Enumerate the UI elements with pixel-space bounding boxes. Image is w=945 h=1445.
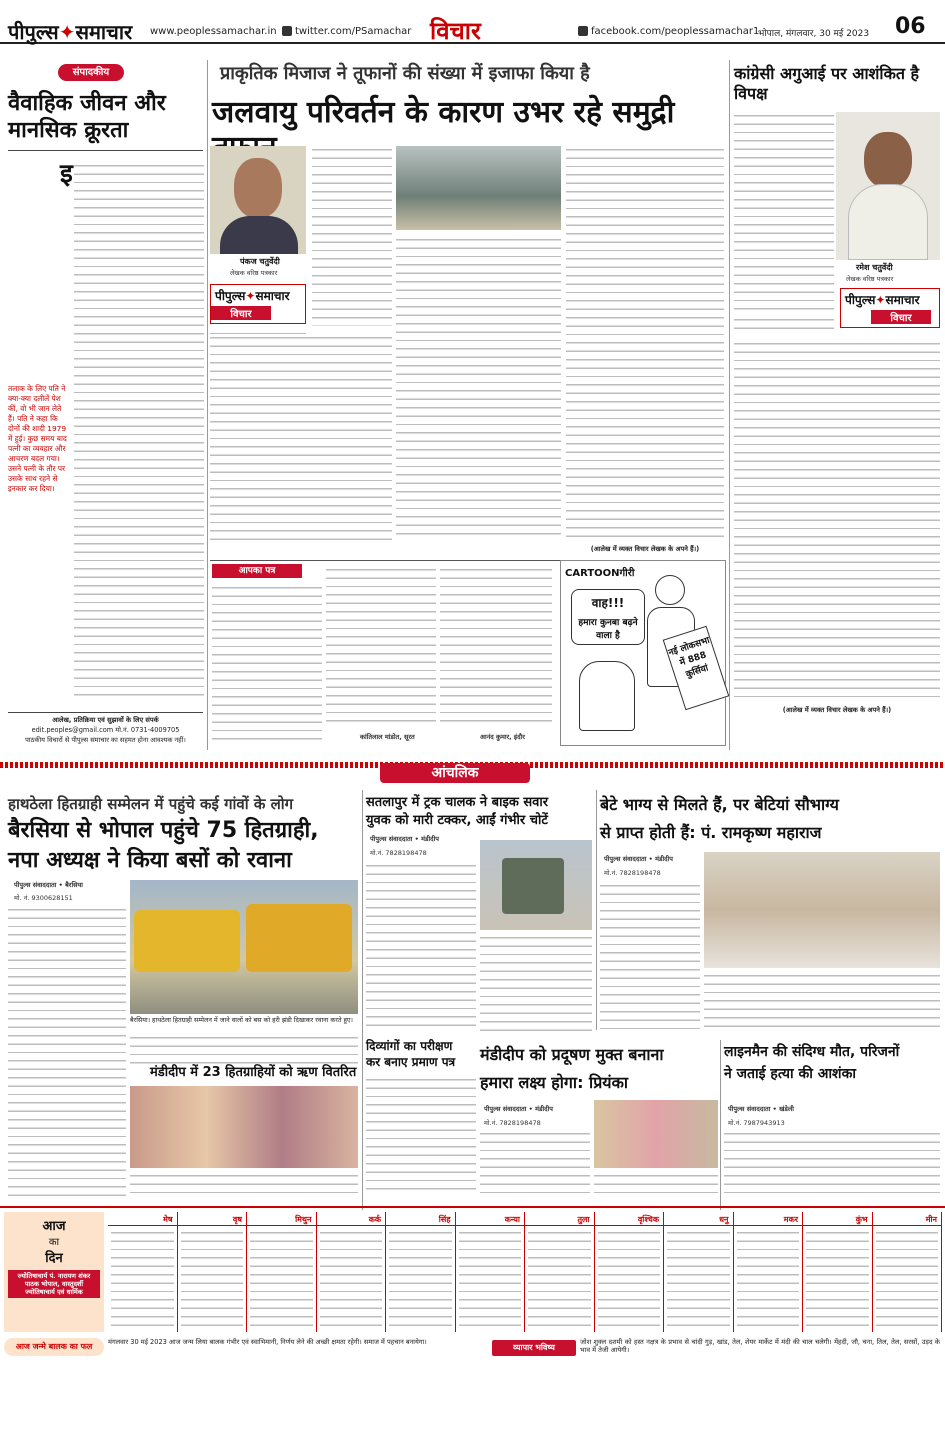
s1-kicker: हाथठेला हितग्राही सम्मेलन में पहुंचे कई गांवों के लोग bbox=[8, 795, 294, 813]
zodiac-cell bbox=[664, 1212, 734, 1332]
s2-headline-2: युवक को मारी टक्कर, आईं गंभीर चोटें bbox=[366, 813, 548, 828]
editorial-title: वैवाहिक जीवन और मानसिक क्रूरता bbox=[8, 91, 166, 143]
zodiac-text bbox=[528, 1229, 591, 1327]
s7-body bbox=[724, 1130, 940, 1196]
s5-body bbox=[366, 1076, 476, 1196]
market-title: व्यापार भविष्य bbox=[492, 1340, 576, 1356]
s3-col-1 bbox=[600, 882, 700, 1032]
s2-byline: पीपुल्स संवाददाता • मंडीदीप bbox=[370, 835, 439, 843]
newspaper-drawing: नई लोकसभा में 888 कुर्सियां bbox=[663, 626, 730, 711]
zodiac-sign-name: मकर bbox=[734, 1212, 803, 1226]
s6-body bbox=[480, 1130, 590, 1196]
editorial-body bbox=[74, 162, 204, 702]
s1-caption: बैरसिया। हाथठेला हितग्राही सम्मेलन में जाने वालों को बस को हरी झंडी दिखाकर रवाना करते हुए। bbox=[130, 1016, 353, 1024]
s2-col-2 bbox=[480, 934, 592, 1034]
s1-col-1 bbox=[8, 906, 126, 1196]
zodiac-text bbox=[598, 1229, 661, 1327]
page-number: 06 bbox=[895, 14, 926, 39]
zodiac-sign-name: कर्क bbox=[317, 1212, 386, 1226]
letters-title: आपका पत्र bbox=[212, 564, 302, 578]
right-headline: कांग्रेसी अगुआई पर आशंकित है विपक्ष bbox=[734, 64, 920, 103]
zodiac-text bbox=[250, 1229, 313, 1327]
letter-signature-2: आनंद कुमार, इंदौर bbox=[480, 733, 525, 741]
zodiac-sign-name: तुला bbox=[525, 1212, 594, 1226]
twitter-handle[interactable]: twitter.com/PSamachar bbox=[282, 26, 411, 37]
s2-mobile: मो.नं. 7828198478 bbox=[370, 849, 427, 857]
letter-signature-1: कांतिलाल मांडोत, सूरत bbox=[360, 733, 415, 741]
s3-photo bbox=[704, 852, 940, 968]
s2-photo bbox=[480, 840, 592, 930]
regional-band: आंचलिक bbox=[380, 763, 530, 783]
zodiac-text bbox=[876, 1229, 939, 1327]
zodiac-text bbox=[389, 1229, 452, 1327]
s6-headline-1: मंडीदीप को प्रदूषण मुक्त बनाना bbox=[480, 1045, 664, 1064]
brand-stamp: पीपुल्स✦समाचार विचार bbox=[210, 284, 306, 324]
letters-col-1 bbox=[212, 584, 322, 744]
editorial-footer-2[interactable]: edit.peoples@gmail.com मो.नं. 0731-4009705 bbox=[31, 726, 180, 734]
s6-photo bbox=[594, 1100, 718, 1168]
masthead bbox=[0, 0, 945, 44]
right-col-a bbox=[734, 112, 834, 312]
right-author-photo bbox=[836, 112, 940, 260]
right-author-name: रमेश चतुर्वेदी bbox=[856, 263, 893, 272]
zodiac-cell bbox=[178, 1212, 248, 1332]
section-title: विचार bbox=[430, 17, 481, 45]
main-col-1b bbox=[312, 146, 392, 326]
s7-mobile: मो.नं. 7987943913 bbox=[728, 1119, 785, 1127]
zodiac-sign-name: धनु bbox=[664, 1212, 733, 1226]
zodiac-text bbox=[667, 1229, 730, 1327]
letters-col-3 bbox=[440, 566, 552, 726]
s3-mobile: मो.नं. 7828198478 bbox=[604, 869, 661, 877]
main-col-3 bbox=[566, 146, 724, 540]
s1-headline-1: बैरसिया से भोपाल पहुंचे 75 हितग्राही, bbox=[8, 818, 319, 843]
main-col-1 bbox=[210, 334, 392, 540]
zodiac-cell bbox=[247, 1212, 317, 1332]
dateline: भोपाल, मंगलवार, 30 मई 2023 bbox=[758, 29, 870, 39]
zodiac-sign-name: सिंह bbox=[386, 1212, 455, 1226]
s4-body bbox=[130, 1172, 358, 1196]
main-end-note: (आलेख में व्यक्त विचार लेखक के अपने हैं।) bbox=[590, 545, 700, 553]
zodiac-text bbox=[459, 1229, 522, 1327]
letters-col-2 bbox=[326, 566, 436, 726]
zodiac-text bbox=[320, 1229, 383, 1327]
s4-headline: मंडीदीप में 23 हितग्राहियों को ऋण वितरित bbox=[150, 1065, 357, 1080]
site-url[interactable]: www.peoplessamachar.in bbox=[150, 26, 277, 37]
pull-quote: तलाक के लिए पति ने क्या-क्या दलीलें पेश कीं, वो भी जान लेते हैं। पति ने कहा कि दोनों की शादी 1979 में हुई। कुछ समय बाद पत्नी का व्यवहार और आचरण बदल गया। उसने पत्नी के तौर पर उसके साथ रहने से इनकार कर दिया। bbox=[8, 384, 67, 493]
author-name: पंकज चतुर्वेदी bbox=[240, 257, 280, 266]
horoscope-section: आज का दिन ज्योतिषाचार्य पं. नारायण शंकर पाठक भोपाल, वास्तुदर्शी ज्योतिषाचार्य एवं धार्मिक मेष वृष मिथुन कर्क सिंह कन्या तुला वृश्चिक धनु मकर कुंभ मीन आज जन्मे बालक का फल मंगलवार 30 मई 2023 आज जन्म लिया बालक गंभीर एवं स्वाभिमानी, निर्णय लेने की अच्छी क्षमता रहेगी। समाज में पहचान बनायेगा। व्यापार भविष्य जोश शुक्ल दशमी को हस्त नक्षत्र के प्रभाव से चांदी गुड़, खांड, तेल, शेयर मार्केट में मंदी की चाल चलेगी। मेंहदी, जौ, चना, तिल, तेल, सरसों, उड़द के भाव में तेजी आयेगी। bbox=[0, 1206, 945, 1445]
s5-headline-1: दिव्यांगों का परीक्षण bbox=[366, 1039, 453, 1053]
s6-headline-2: हमारा लक्ष्य होगा: प्रियंका bbox=[480, 1073, 629, 1092]
s7-headline-1: लाइनमैन की संदिग्ध मौत, परिजनों bbox=[724, 1044, 900, 1060]
zodiac-sign-name: मीन bbox=[873, 1212, 942, 1226]
storm-photo bbox=[396, 146, 561, 230]
zodiac-text bbox=[111, 1229, 174, 1327]
zodiac-text bbox=[181, 1229, 244, 1327]
main-headline: जलवायु परिवर्तन के कारण उभर रहे समुद्री bbox=[212, 95, 675, 130]
s6-mobile: मो.नं. 7828198478 bbox=[484, 1119, 541, 1127]
logo: पीपुल्स✦समाचार bbox=[8, 20, 133, 44]
zodiac-sign-name: वृश्चिक bbox=[595, 1212, 664, 1226]
zodiac-sign-name: वृष bbox=[178, 1212, 247, 1226]
zodiac-grid bbox=[108, 1212, 942, 1332]
zodiac-cell bbox=[386, 1212, 456, 1332]
child-title: आज जन्मे बालक का फल bbox=[4, 1338, 104, 1356]
child-text: मंगलवार 30 मई 2023 आज जन्म लिया बालक गंभीर एवं स्वाभिमानी, निर्णय लेने की अच्छी क्षमता रहेगी। समाज में पहचान बनायेगा। bbox=[108, 1338, 427, 1346]
drop-cap: इ bbox=[60, 159, 73, 189]
author-role: लेखक वरिष्ठ पत्रकार bbox=[230, 269, 278, 277]
zodiac-text bbox=[737, 1229, 800, 1327]
s7-byline: पीपुल्स संवाददाता • खंडेली bbox=[728, 1105, 794, 1113]
zodiac-cell bbox=[525, 1212, 595, 1332]
s2-headline-1: सतलापुर में ट्रक चालक ने बाइक सवार bbox=[366, 795, 549, 810]
panchang-note: ज्योतिषाचार्य पं. नारायण शंकर पाठक भोपाल, वास्तुदर्शी ज्योतिषाचार्य एवं धार्मिक bbox=[8, 1270, 100, 1298]
s3-headline-1: बेटे भाग्य से मिलते हैं, पर बेटियां सौभाग्य bbox=[600, 795, 839, 814]
right-brand-stamp: पीपुल्स✦समाचार विचार bbox=[840, 288, 940, 328]
speech-bubble: वाह!!! हमारा कुनबा बढ़ने वाला है bbox=[571, 589, 645, 645]
zodiac-sign-name: मेष bbox=[108, 1212, 177, 1226]
author-photo bbox=[210, 146, 306, 254]
s1-byline: पीपुल्स संवाददाता • बैरसिया bbox=[14, 881, 83, 889]
cartoon: CARTOONगीरी वाह!!! हमारा कुनबा बढ़ने वाला है नई लोकसभा में 888 कुर्सियां bbox=[560, 560, 726, 746]
editorial-footer-3: पाठकीय विचारों से पीपुल्स समाचार का सहमत होना आवश्यक नहीं। bbox=[25, 736, 186, 744]
zodiac-text bbox=[806, 1229, 869, 1327]
s1-photo bbox=[130, 880, 358, 1014]
facebook-handle[interactable]: facebook.com/peoplessamachar1 bbox=[578, 26, 759, 37]
right-author-role: लेखक वरिष्ठ पत्रकार bbox=[846, 275, 894, 283]
s4-photo bbox=[130, 1086, 358, 1168]
s6-col-2 bbox=[594, 1172, 718, 1196]
zodiac-sign-name: कन्या bbox=[456, 1212, 525, 1226]
s7-headline-2: ने जताई हत्या की आशंका bbox=[724, 1066, 856, 1082]
right-end-note: (आलेख में व्यक्त विचार लेखक के अपने हैं।) bbox=[782, 706, 892, 714]
s3-col-2 bbox=[704, 972, 940, 1032]
facebook-icon bbox=[578, 26, 588, 36]
s1-col-2 bbox=[130, 1034, 358, 1064]
zodiac-cell bbox=[456, 1212, 526, 1332]
s6-byline: पीपुल्स संवाददाता • मंडीदीप bbox=[484, 1105, 553, 1113]
s3-byline: पीपुल्स संवाददाता • मंडीदीप bbox=[604, 855, 673, 863]
s1-headline-2: नपा अध्यक्ष ने किया बसों को रवाना bbox=[8, 848, 292, 873]
zodiac-cell bbox=[317, 1212, 387, 1332]
zodiac-cell bbox=[873, 1212, 943, 1332]
main-kicker: प्राकृतिक मिजाज ने तूफानों की संख्या में इजाफा किया है bbox=[220, 63, 590, 84]
editorial-footer-1: आलेख, प्रतिक्रिया एवं सुझावों के लिए संपर्क bbox=[52, 716, 159, 724]
right-body bbox=[734, 340, 940, 700]
main-col-2 bbox=[396, 236, 561, 540]
market-text: जोश शुक्ल दशमी को हस्त नक्षत्र के प्रभाव से चांदी गुड़, खांड, तेल, शेयर मार्केट में मंदी की चाल चलेगी। मेंहदी, जौ, चना, तिल, तेल, सरसों, उड़द के भाव में तेजी आयेगी। bbox=[580, 1338, 940, 1355]
s1-mobile: मो. नं. 9300628151 bbox=[14, 894, 73, 902]
s3-headline-2: से प्राप्त होती हैं: पं. रामकृष्ण महाराज bbox=[600, 823, 822, 842]
zodiac-sign-name: कुंभ bbox=[803, 1212, 872, 1226]
zodiac-sign-name: मिथुन bbox=[247, 1212, 316, 1226]
zodiac-cell bbox=[803, 1212, 873, 1332]
s2-col-1 bbox=[366, 862, 476, 1032]
twitter-icon bbox=[282, 26, 292, 36]
editorial-tag: संपादकीय bbox=[58, 64, 124, 81]
s5-headline-2: कर बनाए प्रमाण पत्र bbox=[366, 1055, 456, 1069]
zodiac-cell bbox=[734, 1212, 804, 1332]
zodiac-cell bbox=[595, 1212, 665, 1332]
zodiac-cell bbox=[108, 1212, 178, 1332]
